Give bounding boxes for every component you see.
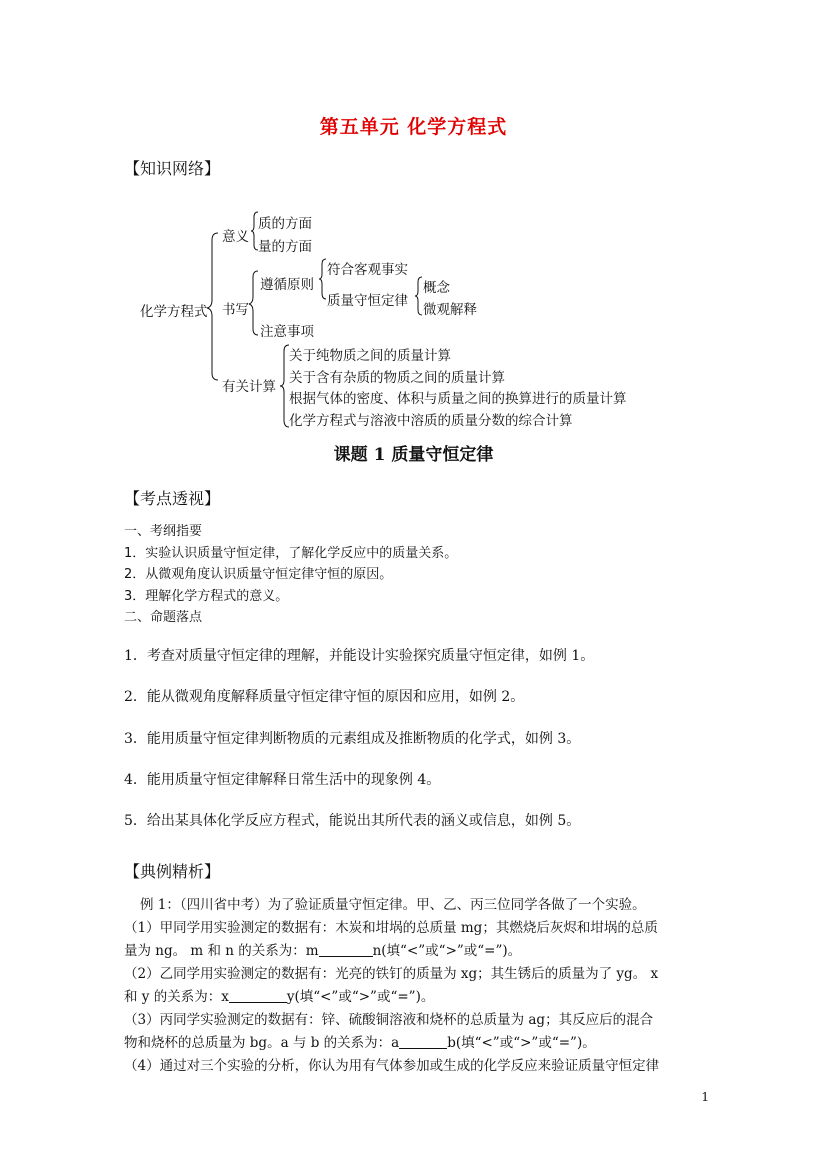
point-item: 5．给出某具体化学反应方程式，能说出其所代表的涵义或信息，如例 5。 (124, 813, 581, 829)
main-brace (206, 232, 220, 382)
answer-blank[interactable] (319, 943, 373, 957)
question-1-line-2: 量为 ng。 m 和 n 的关系为：m n(填“<”或“>”或“=”)。 (124, 943, 522, 959)
tree-calc-item: 关于含有杂质的物质之间的质量计算 (289, 370, 505, 386)
tree-calc-item: 化学方程式与溶液中溶质的质量分数的综合计算 (289, 413, 573, 429)
tree-meaning-item: 量的方面 (258, 239, 312, 255)
tree-follow-item: 符合客观事实 (327, 262, 408, 278)
outline-heading: 一、考纲指要 (124, 524, 203, 539)
point-item: 1．考查对质量守恒定律的理解，并能设计实验探究质量守恒定律，如例 1。 (124, 648, 595, 664)
tree-calc-item: 关于纯物质之间的质量计算 (289, 348, 451, 364)
question-4-line-1: （4）通过对三个实验的分析，你认为用有气体参加或生成的化学反应来验证质量守恒定律 (124, 1058, 660, 1074)
tree-follow-item: 质量守恒定律 (327, 293, 408, 309)
point-item: 4．能用质量守恒定律解释日常生活中的现象例 4。 (124, 772, 441, 788)
question-2-line-2: 和 y 的关系为：x y(填“<”或“>”或“=”)。 (124, 989, 435, 1005)
question-2-line-1: （2）乙同学用实验测定的数据有：光亮的铁钉的质量为 xg；其生锈后的质量为了 yg。 x (124, 966, 659, 982)
question-3-line-1: （3）丙同学实验测定的数据有：锌、硫酸铜溶液和烧杯的总质量为 ag；其反应后的混合 (124, 1012, 654, 1028)
tree-calc-label: 有关计算 (222, 379, 276, 395)
page-number: 1 (701, 1090, 709, 1104)
exam-focus-heading: 【考点透视】 (124, 489, 221, 508)
tree-writing-label: 书写 (222, 302, 249, 318)
example-intro: 例 1：（四川省中考）为了验证质量守恒定律。甲、乙、丙三位同学各做了一个实验。 (140, 897, 646, 913)
answer-blank[interactable] (399, 1035, 447, 1049)
tree-follow-label: 遵循原则 (260, 277, 314, 293)
tree-meaning-item: 质的方面 (258, 216, 312, 232)
point-item: 2．能从微观角度解释质量守恒定律守恒的原因和应用，如例 2。 (124, 689, 525, 705)
tree-conservation-item: 概念 (423, 280, 450, 296)
outline-item: 3．理解化学方程式的意义。 (124, 589, 289, 604)
outline-item: 2．从微观角度认识质量守恒定律守恒的原因。 (124, 567, 393, 582)
lesson-title: 课题 1 质量守恒定律 (333, 445, 494, 465)
knowledge-network-heading: 【知识网络】 (124, 159, 221, 178)
page-title: 第五单元 化学方程式 (319, 116, 508, 138)
question-1-line-1: （1）甲同学用实验测定的数据有：木炭和坩埚的总质量 mg；其燃烧后灰烬和坩埚的总质 (124, 920, 658, 936)
tree-notes-label: 注意事项 (260, 324, 314, 340)
tree-conservation-item: 微观解释 (423, 302, 477, 318)
outline-item: 1．实验认识质量守恒定律，了解化学反应中的质量关系。 (124, 546, 458, 561)
tree-calc-item: 根据气体的密度、体积与质量之间的换算进行的质量计算 (289, 391, 627, 407)
tree-root: 化学方程式 (140, 304, 208, 320)
answer-blank[interactable] (229, 989, 287, 1003)
points-heading: 二、命题落点 (124, 610, 203, 625)
question-3-line-2: 物和烧杯的总质量为 bg。a 与 b 的关系为：a b(填“<”或“>”或“=”)。 (124, 1035, 596, 1051)
writing-brace (248, 270, 260, 336)
examples-heading: 【典例精析】 (124, 862, 221, 881)
tree-meaning-label: 意义 (222, 229, 249, 245)
point-item: 3．能用质量守恒定律判断物质的元素组成及推断物质的化学式，如例 3。 (124, 731, 581, 747)
